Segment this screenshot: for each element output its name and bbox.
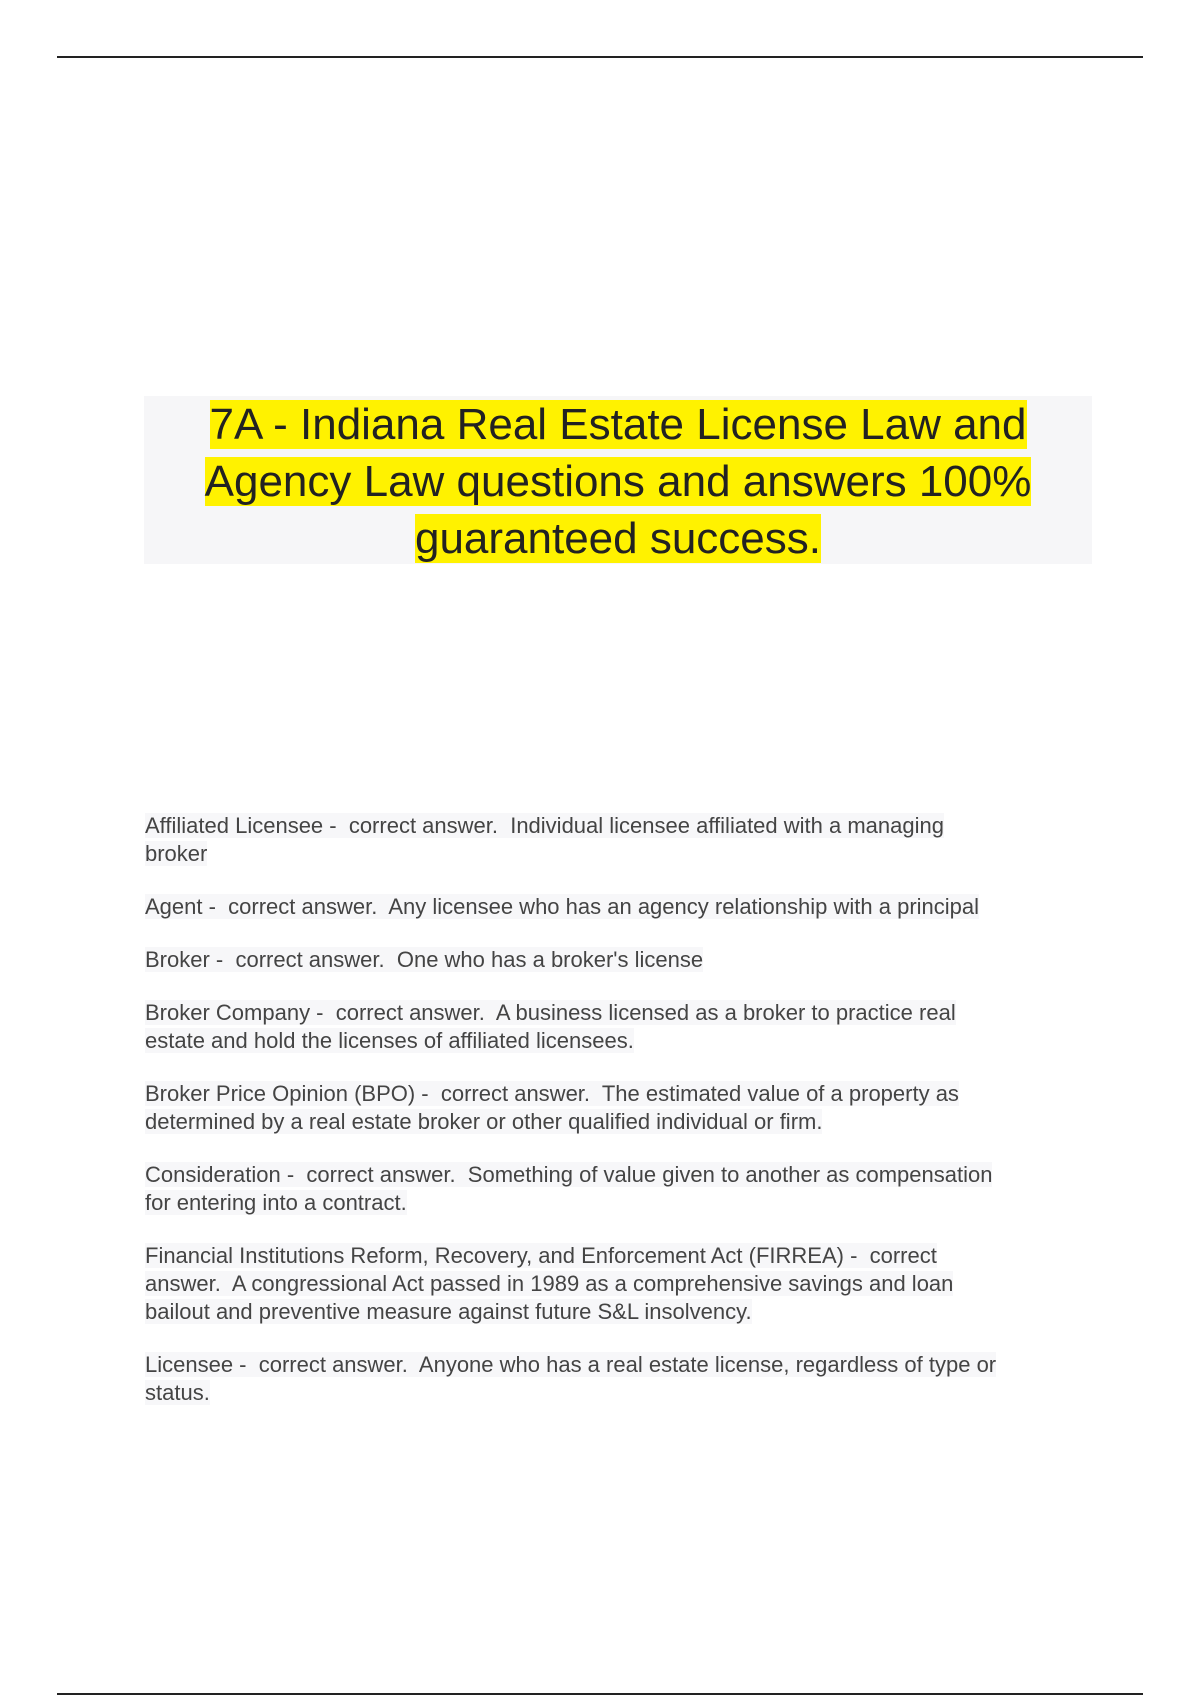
bottom-rule xyxy=(57,1693,1143,1695)
entry-line: Affiliated Licensee - correct answer. Individual licensee affiliated with a managing xyxy=(145,813,944,838)
entry-line: Licensee - correct answer. Anyone who has a real estate license, regardless of type or xyxy=(145,1352,997,1377)
title-line-3: guaranteed success. xyxy=(414,514,822,563)
entry-line: status. xyxy=(145,1380,210,1405)
title-line-1: 7A - Indiana Real Estate License Law and xyxy=(209,400,1027,449)
entry-line: Financial Institutions Reform, Recovery, and Enforcement Act (FIRREA) - correct xyxy=(145,1243,937,1268)
qa-entry-consideration xyxy=(145,1161,1095,1217)
document-title-block xyxy=(144,396,1092,564)
top-rule xyxy=(57,56,1143,58)
entry-line: Broker Company - correct answer. A business licensed as a broker to practice real xyxy=(145,1000,956,1025)
qa-entry-broker-company xyxy=(145,999,1095,1055)
document-title xyxy=(144,396,1092,567)
entry-line: broker xyxy=(145,841,208,866)
qa-entry-agent xyxy=(145,893,1095,921)
entry-line: answer. A congressional Act passed in 1989 as a comprehensive savings and loan xyxy=(145,1271,954,1296)
qa-entry-list xyxy=(145,812,1095,1432)
qa-entry-broker xyxy=(145,946,1095,974)
qa-entry-broker-price-opinion xyxy=(145,1080,1095,1136)
entry-line: estate and hold the licenses of affiliated licensees. xyxy=(145,1028,634,1053)
title-line-2: Agency Law questions and answers 100% xyxy=(204,457,1032,506)
entry-line: bailout and preventive measure against future S&L insolvency. xyxy=(145,1299,752,1324)
entry-line: Broker Price Opinion (BPO) - correct answer. The estimated value of a property as xyxy=(145,1081,959,1106)
entry-line: determined by a real estate broker or other qualified individual or firm. xyxy=(145,1109,823,1134)
entry-line: Broker - correct answer. One who has a broker's license xyxy=(145,947,704,972)
entry-line: Agent - correct answer. Any licensee who has an agency relationship with a principal xyxy=(145,894,980,919)
qa-entry-firrea xyxy=(145,1242,1095,1326)
qa-entry-affiliated-licensee xyxy=(145,812,1095,868)
entry-line: Consideration - correct answer. Something of value given to another as compensation xyxy=(145,1162,993,1187)
entry-line: for entering into a contract. xyxy=(145,1190,407,1215)
qa-entry-licensee xyxy=(145,1351,1095,1407)
